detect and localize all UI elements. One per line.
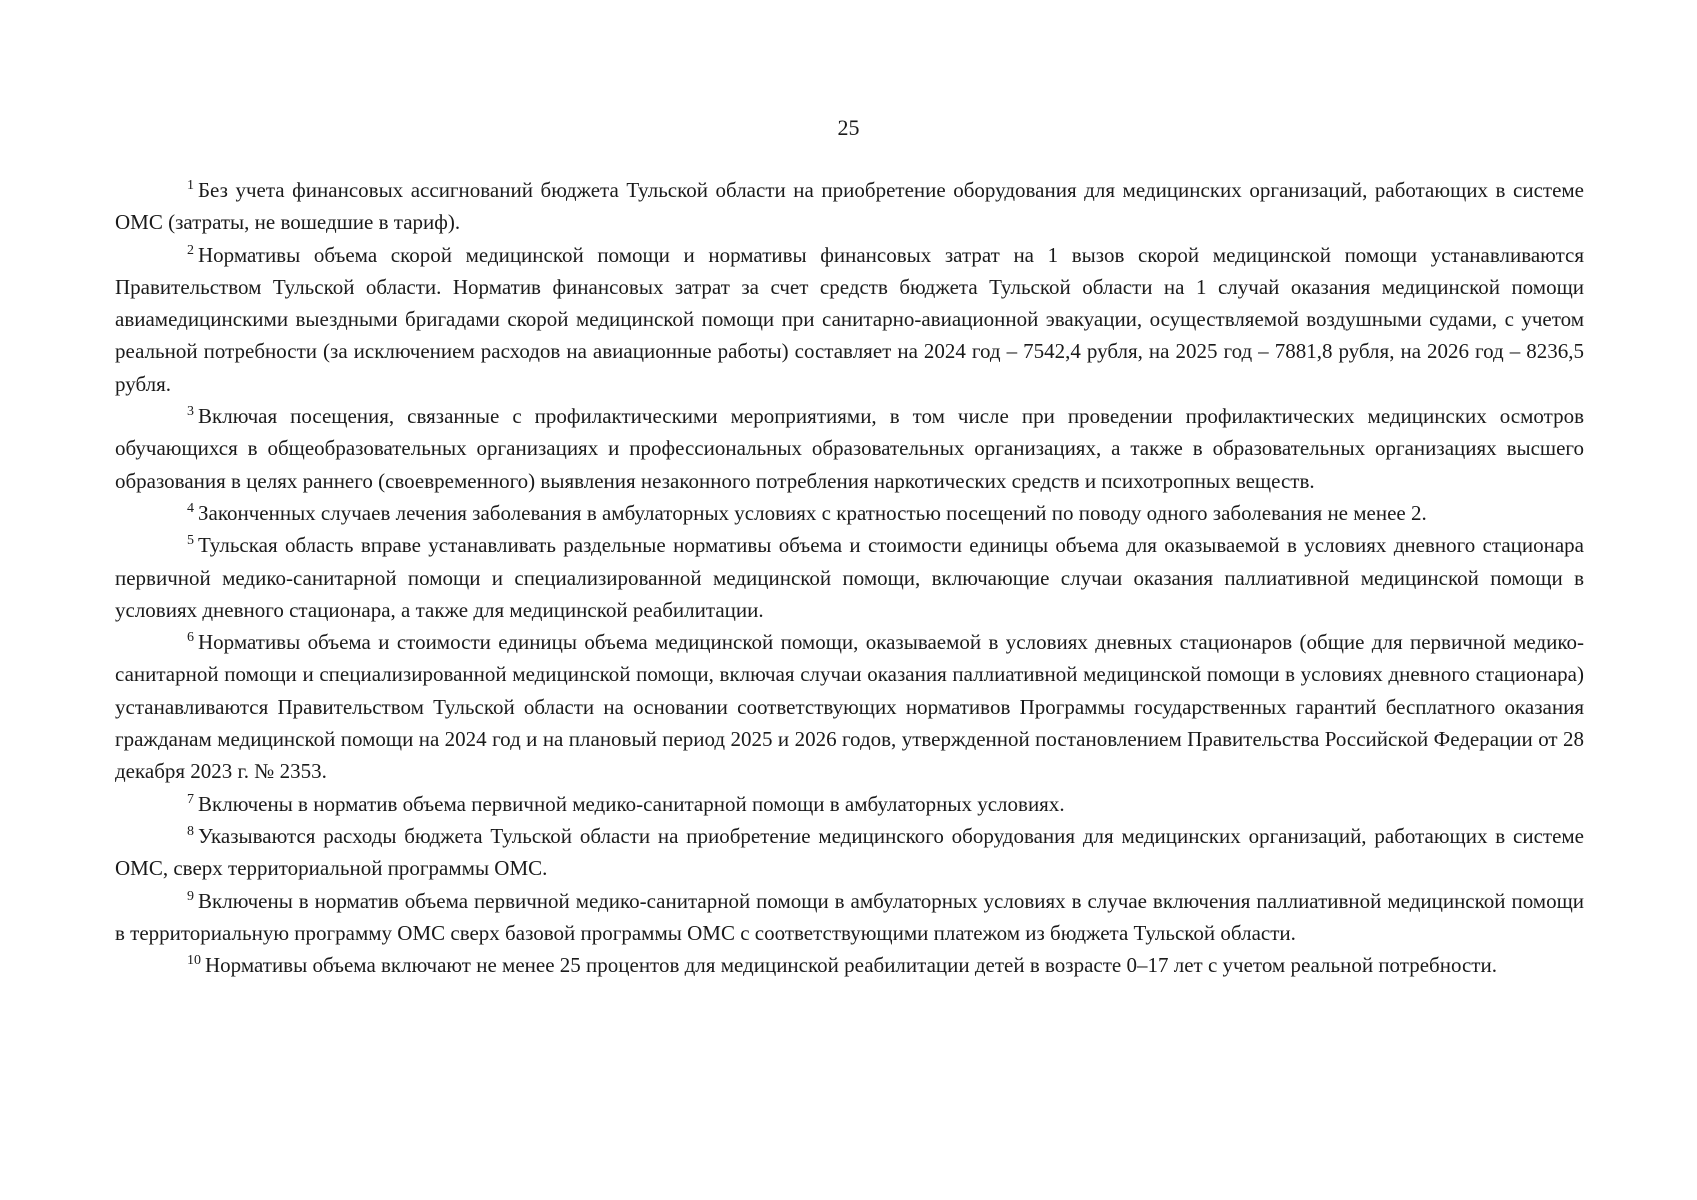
footnote-text: Нормативы объема включают не менее 25 процентов для медицинской реабилитации детей в возрасте 0–17 лет с учетом реальной потребности. bbox=[205, 953, 1497, 978]
footnote-mark: 6 bbox=[187, 630, 194, 646]
footnote-text: Тульская область вправе устанавливать раздельные нормативы объема и стоимости единицы объема для оказываемой в условиях дневного стационара первичной медико-санитарной помощи и специализированной медицинской помощи, включающие случаи оказания паллиативной медицинской помощи в условиях дневного стационара, а также для медицинской реабилитации. bbox=[115, 533, 1584, 622]
footnote-mark: 1 bbox=[187, 178, 194, 193]
footnote-7 bbox=[115, 788, 1584, 820]
footnote-1 bbox=[115, 174, 1584, 239]
footnote-mark: 4 bbox=[187, 500, 194, 516]
footnote-mark: 2 bbox=[187, 242, 194, 258]
footnote-8 bbox=[115, 820, 1584, 885]
footnote-10 bbox=[115, 949, 1584, 981]
footnote-mark: 10 bbox=[187, 953, 201, 969]
footnote-9 bbox=[115, 885, 1584, 950]
footnote-2 bbox=[115, 239, 1584, 400]
footnote-text: Нормативы объема скорой медицинской помощи и нормативы финансовых затрат на 1 вызов скорой медицинской помощи устанавливаются Правительством Тульской области. Норматив финансовых затрат за счет средств бюджета Тульской области на 1 случай оказания медицинской помощи авиамедицинскими выездными бригадами скорой медицинской помощи при санитарно-авиационной эвакуации, осуществляемой воздушными судами, с учетом реальной потребности (за исключением расходов на авиационные работы) составляет на 2024 год – 7542,4 рубля, на 2025 год – 7881,8 рубля, на 2026 год – 8236,5 рубля. bbox=[115, 242, 1584, 396]
footnote-5 bbox=[115, 529, 1584, 626]
footnote-text: Нормативы объема и стоимости единицы объема медицинской помощи, оказываемой в условиях дневных стационаров (общие для первичной медико-санитарной помощи и специализированной медицинской помощи, включая случаи оказания паллиативной медицинской помощи в условиях дневного стационара) устанавливаются Правительством Тульской области на основании соответствующих нормативов Программы государственных гарантий бесплатного оказания гражданам медицинской помощи на 2024 год и на плановый период 2025 и 2026 годов, утвержденной постановлением Правительства Российской Федерации от 28 декабря 2023 г. № 2353. bbox=[115, 630, 1584, 784]
footnote-text: Законченных случаев лечения заболевания в амбулаторных условиях с кратностью посещений по поводу одного заболевания не менее 2. bbox=[198, 500, 1427, 525]
footnote-text: Без учета финансовых ассигнований бюджета Тульской области на приобретение оборудования для медицинских организаций, работающих в системе ОМС (затраты, не вошедшие в тариф). bbox=[115, 178, 1584, 235]
footnote-mark: 7 bbox=[187, 791, 194, 807]
footnote-mark: 9 bbox=[187, 888, 194, 904]
footnote-text: Включены в норматив объема первичной медико-санитарной помощи в амбулаторных условиях. bbox=[198, 791, 1065, 816]
footnote-4 bbox=[115, 497, 1584, 529]
footnote-3 bbox=[115, 400, 1584, 497]
footnotes-section bbox=[115, 174, 1584, 981]
footnote-mark: 8 bbox=[187, 823, 194, 839]
footnote-text: Включены в норматив объема первичной медико-санитарной помощи в амбулаторных условиях в случае включения паллиативной медицинской помощи в территориальную программу ОМС сверх базовой программы ОМС с соответствующими платежом из бюджета Тульской области. bbox=[115, 888, 1584, 945]
footnote-mark: 3 bbox=[187, 404, 194, 420]
page-number: 25 bbox=[837, 115, 860, 140]
footnote-text: Включая посещения, связанные с профилактическими мероприятиями, в том числе при проведении профилактических медицинских осмотров обучающихся в общеобразовательных организациях и профессиональных образовательных организациях, а также в образовательных организациях высшего образования в целях раннего (своевременного) выявления незаконного потребления наркотических средств и психотропных веществ. bbox=[115, 404, 1584, 493]
footnote-6 bbox=[115, 626, 1584, 787]
footnote-mark: 5 bbox=[187, 533, 194, 549]
footnote-text: Указываются расходы бюджета Тульской области на приобретение медицинского оборудования для медицинских организаций, работающих в системе ОМС, сверх территориальной программы ОМС. bbox=[115, 823, 1584, 881]
